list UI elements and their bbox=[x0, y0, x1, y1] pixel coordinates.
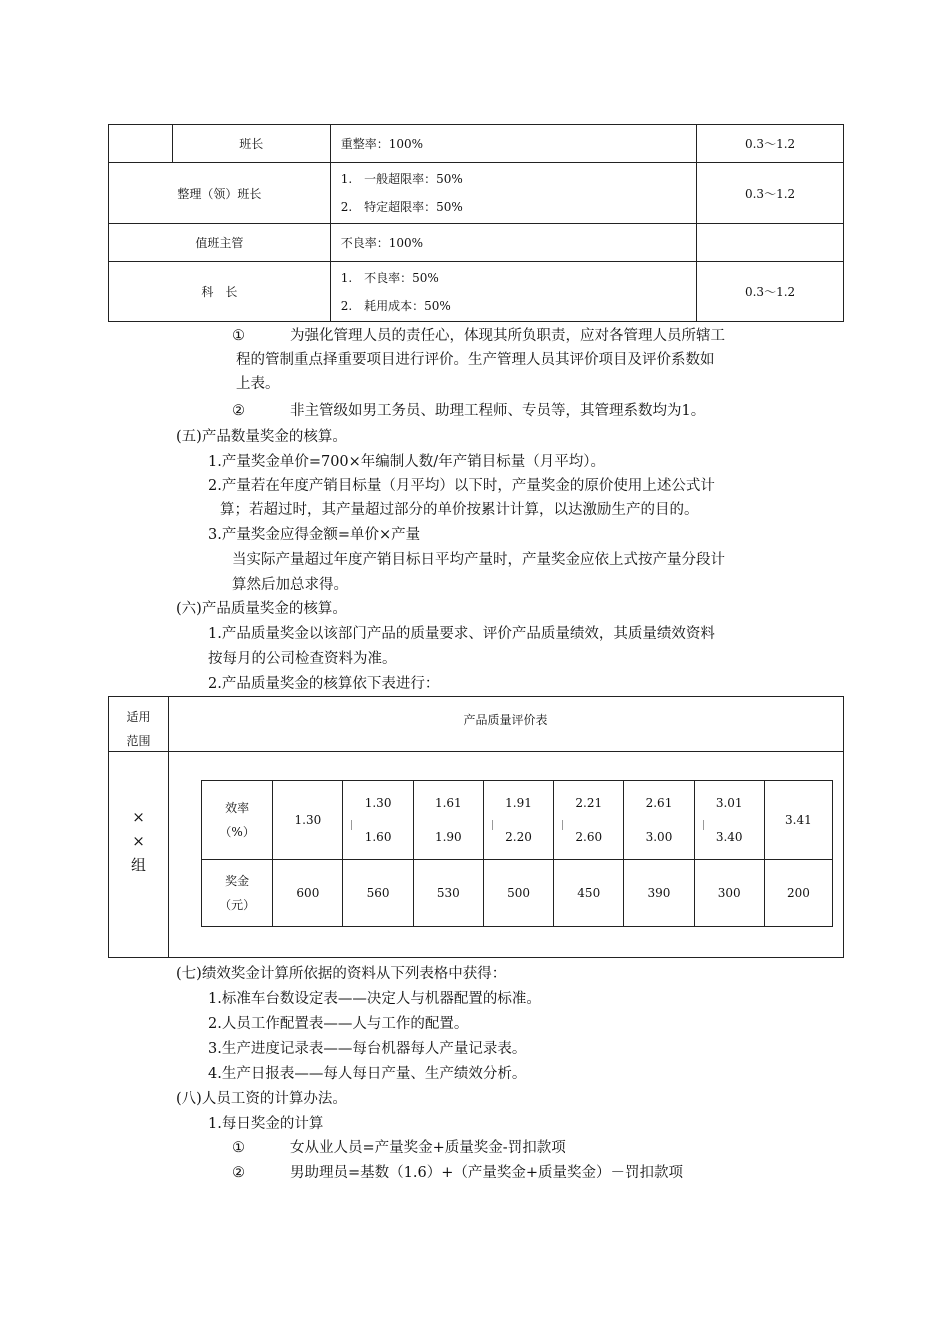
group-label-line: 组 bbox=[130, 856, 146, 874]
item-cell: 重整率：100% bbox=[330, 125, 696, 163]
section-7-item: 4.生产日报表——每人每日产量、生产绩效分析。 bbox=[208, 1066, 527, 1082]
table-row bbox=[109, 163, 844, 224]
coefficient-cell: 0.3～1.2 bbox=[697, 262, 844, 322]
section-7-item: 1.标准车台数设定表——决定人与机器配置的标准。 bbox=[208, 991, 541, 1007]
table-row bbox=[109, 125, 844, 163]
table-cell bbox=[109, 125, 173, 163]
item-cell bbox=[330, 163, 696, 224]
formula-2-mark: ② bbox=[232, 1165, 245, 1181]
note-1-line: 为强化管理人员的责任心，体现其所负职责，应对各管理人员所辖工 bbox=[290, 328, 725, 344]
item-line: 1. 不良率：50% bbox=[340, 270, 439, 285]
range-bar bbox=[562, 820, 563, 830]
section-6-item: 2.产品质量奖金的核算依下表进行： bbox=[208, 676, 440, 692]
section-8-heading: (八)人员工资的计算办法。 bbox=[176, 1091, 347, 1107]
formula-1-mark: ① bbox=[232, 1140, 245, 1156]
divider bbox=[109, 751, 843, 752]
item-line: 2. 耗用成本：50% bbox=[340, 298, 451, 313]
bonus-cell: 530 bbox=[413, 860, 483, 927]
bonus-cell: 390 bbox=[624, 860, 694, 927]
section-6-item: 按每月的公司检查资料为准。 bbox=[208, 651, 397, 667]
group-label-line: × bbox=[132, 808, 145, 826]
range-to: 1.90 bbox=[434, 830, 462, 844]
position-cell: 科 长 bbox=[109, 262, 331, 322]
section-5-item: 1.产量奖金单价=700×年编制人数/年产销目标量（月平均）。 bbox=[208, 454, 605, 470]
label-line: （%） bbox=[219, 825, 255, 839]
label-line: 效率 bbox=[225, 801, 250, 815]
divider bbox=[168, 697, 169, 957]
bonus-cell: 600 bbox=[273, 860, 343, 927]
section-5-note: 算然后加总求得。 bbox=[232, 577, 348, 593]
formula-1: 女从业人员=产量奖金+质量奖金-罚扣款项 bbox=[290, 1140, 566, 1156]
table-row bbox=[109, 224, 844, 262]
range-to: 2.20 bbox=[505, 830, 532, 844]
section-8-sub: 1.每日奖金的计算 bbox=[208, 1116, 324, 1132]
efficiency-cell: 3.41 bbox=[764, 781, 832, 860]
bonus-cell: 450 bbox=[554, 860, 624, 927]
group-label bbox=[109, 805, 168, 877]
item-line: 1. 一般超限率：50% bbox=[340, 172, 463, 186]
note-1-mark: ① bbox=[232, 328, 245, 344]
range-bar bbox=[703, 820, 704, 830]
efficiency-cell bbox=[554, 781, 624, 860]
efficiency-label bbox=[202, 781, 273, 860]
note-1-line: 上表。 bbox=[236, 376, 280, 392]
efficiency-cell bbox=[483, 781, 553, 860]
efficiency-cell: 1.30 bbox=[273, 781, 343, 860]
item-line: 2. 特定超限率：50% bbox=[340, 200, 463, 214]
label-line: （元） bbox=[219, 898, 256, 912]
scope-label-line: 适用 bbox=[126, 710, 151, 724]
section-7-item: 3.生产进度记录表——每台机器每人产量记录表。 bbox=[208, 1041, 527, 1057]
formula-2: 男助理员=基数（1.6）+（产量奖金+质量奖金）－罚扣款项 bbox=[290, 1165, 684, 1181]
coefficient-cell: 0.3～1.2 bbox=[697, 125, 844, 163]
position-cell: 班长 bbox=[172, 125, 330, 163]
range-from: 2.21 bbox=[575, 796, 603, 810]
section-5-item: 2.产量若在年度产销目标量（月平均）以下时，产量奖金的原价使用上述公式计 bbox=[208, 478, 715, 494]
range-to: 2.60 bbox=[575, 830, 603, 844]
range-bar bbox=[351, 820, 352, 830]
section-6-heading: (六)产品质量奖金的核算。 bbox=[176, 601, 347, 617]
item-cell: 不良率：100% bbox=[330, 224, 696, 262]
coefficient-cell: 0.3～1.2 bbox=[697, 163, 844, 224]
position-cell: 值班主管 bbox=[109, 224, 331, 262]
note-1-line: 程的管制重点择重要项目进行评价。生产管理人员其评价项目及评价系数如 bbox=[236, 352, 715, 368]
section-5-heading: (五)产品数量奖金的核算。 bbox=[176, 429, 347, 445]
group-label-line: × bbox=[132, 832, 145, 850]
efficiency-cell bbox=[413, 781, 483, 860]
coefficient-cell bbox=[697, 224, 844, 262]
position-cell: 整理（领）班长 bbox=[109, 163, 331, 224]
range-to: 1.60 bbox=[364, 830, 392, 844]
scope-label bbox=[109, 705, 168, 753]
quality-table-title: 产品质量评价表 bbox=[463, 713, 548, 727]
efficiency-cell bbox=[694, 781, 764, 860]
bonus-row bbox=[202, 860, 833, 927]
quality-bonus-table bbox=[201, 780, 833, 927]
efficiency-row bbox=[202, 781, 833, 860]
bonus-label bbox=[202, 860, 273, 927]
bonus-cell: 200 bbox=[764, 860, 832, 927]
bonus-cell: 500 bbox=[483, 860, 553, 927]
efficiency-cell bbox=[624, 781, 694, 860]
range-from: 1.91 bbox=[505, 796, 532, 810]
range-bar bbox=[492, 820, 493, 830]
section-7-item: 2.人员工作配置表——人与工作的配置。 bbox=[208, 1016, 469, 1032]
section-5-note: 当实际产量超过年度产销目标日平均产量时，产量奖金应依上式按产量分段计 bbox=[232, 552, 725, 568]
label-line: 奖金 bbox=[225, 874, 250, 888]
range-to: 3.40 bbox=[715, 830, 743, 844]
range-from: 2.61 bbox=[645, 796, 673, 810]
note-2-mark: ② bbox=[232, 403, 245, 419]
section-7-heading: (七)绩效奖金计算所依据的资料从下列表格中获得： bbox=[176, 966, 507, 982]
range-from: 1.61 bbox=[434, 796, 462, 810]
evaluation-coefficient-table bbox=[108, 124, 844, 322]
range-from: 3.01 bbox=[715, 796, 743, 810]
section-5-item: 3.产量奖金应得金额=单价×产量 bbox=[208, 527, 421, 543]
bonus-cell: 560 bbox=[343, 860, 413, 927]
section-5-item: 算；若超过时，其产量超过部分的单价按累计计算，以达激励生产的目的。 bbox=[220, 502, 699, 518]
item-cell bbox=[330, 262, 696, 322]
efficiency-cell bbox=[343, 781, 413, 860]
range-to: 3.00 bbox=[645, 830, 673, 844]
table-row bbox=[109, 262, 844, 322]
note-2-line: 非主管级如男工务员、助理工程师、专员等，其管理系数均为1。 bbox=[290, 403, 706, 419]
range-from: 1.30 bbox=[364, 796, 392, 810]
section-6-item: 1.产品质量奖金以该部门产品的质量要求、评价产品质量绩效，其质量绩效资料 bbox=[208, 626, 715, 642]
scope-label-line: 范围 bbox=[126, 734, 151, 748]
bonus-cell: 300 bbox=[694, 860, 764, 927]
